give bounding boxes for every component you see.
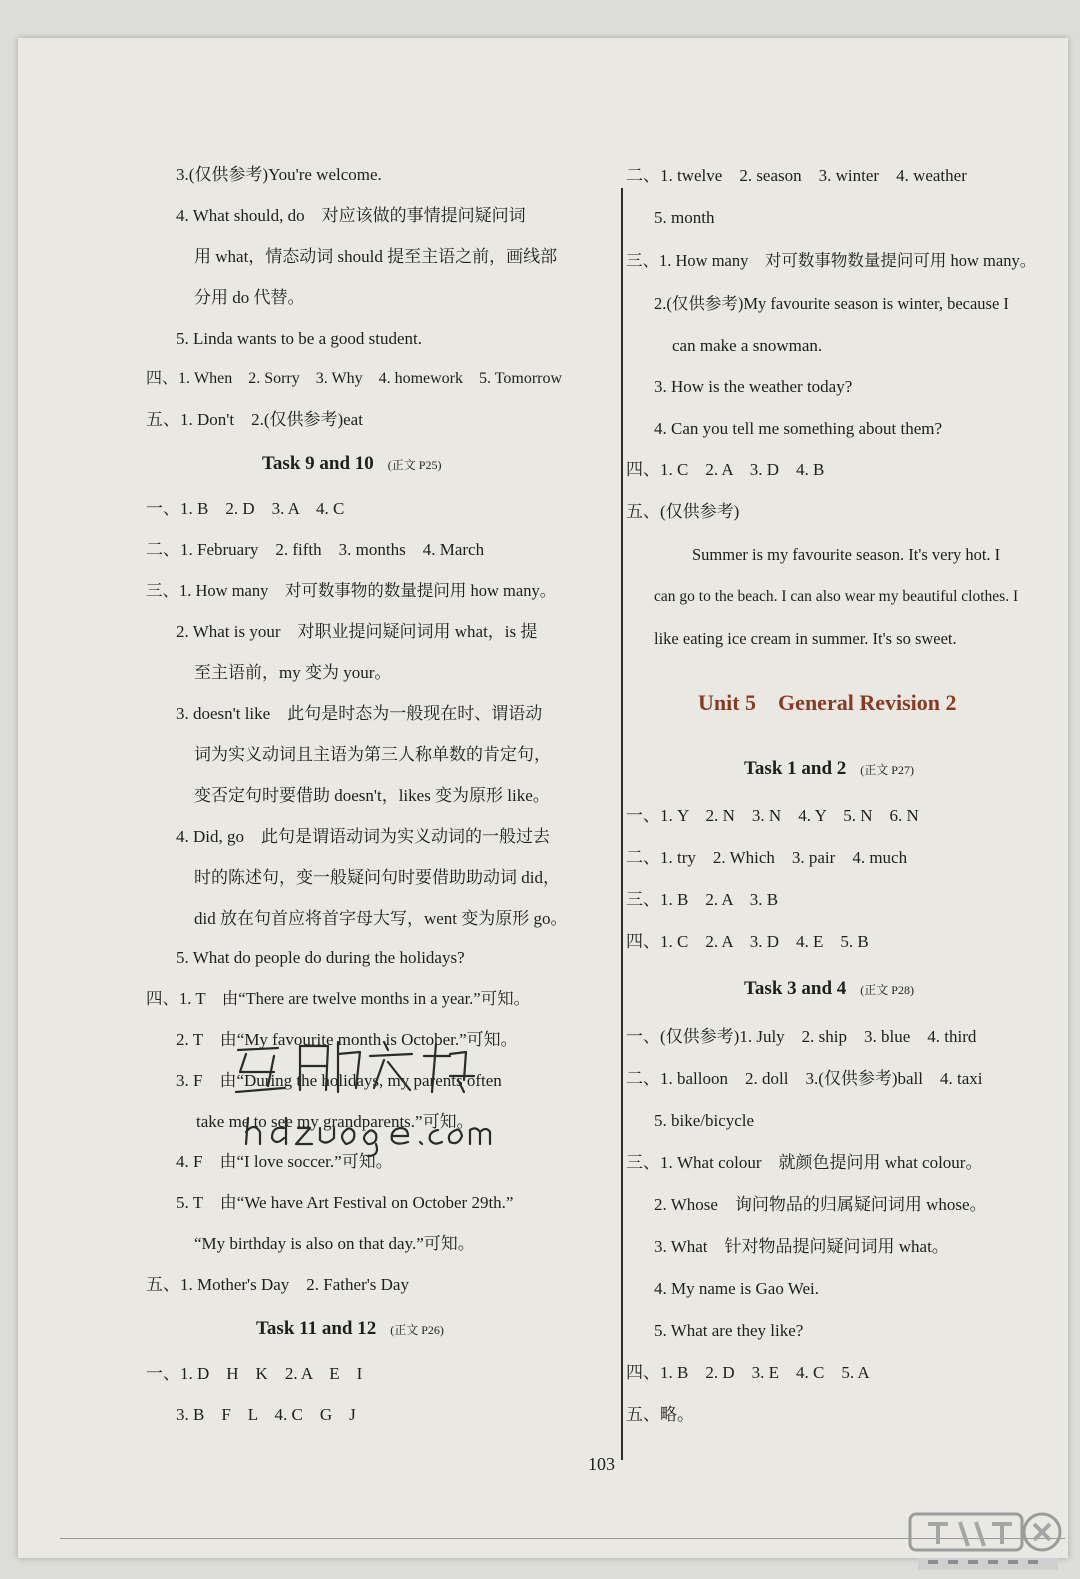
text-ref: (正文 P26) xyxy=(390,1323,444,1337)
page-number: 103 xyxy=(588,1454,615,1474)
answer-line: 4. What should, do 对应该做的事情提问疑问词 xyxy=(176,206,526,225)
answer-line: 一、1. B 2. D 3. A 4. C xyxy=(146,499,345,518)
task-heading-3-4 xyxy=(744,978,914,1000)
answer-line: 5. month xyxy=(654,208,715,227)
answer-line: 2.(仅供参考)My favourite season is winter, because I xyxy=(654,294,1009,313)
answer-line: 3. What 针对物品提问疑问词用 what。 xyxy=(654,1237,949,1256)
answer-line: 四、1. C 2. A 3. D 4. E 5. B xyxy=(626,932,869,951)
task-title: Task 9 and 10 xyxy=(262,453,374,474)
answer-line: 至主语前，my 变为 your。 xyxy=(194,663,392,682)
answer-line: 5. Linda wants to be a good student. xyxy=(176,329,422,348)
answer-line: 五、略。 xyxy=(626,1405,694,1424)
answer-line: can make a snowman. xyxy=(672,336,823,355)
logo-graphic xyxy=(908,1510,1068,1574)
text-ref: (正文 P25) xyxy=(387,458,442,472)
task-heading-1-2 xyxy=(744,758,914,780)
answer-line: 二、1. try 2. Which 3. pair 4. much xyxy=(626,848,908,867)
answer-line: 三、1. B 2. A 3. B xyxy=(626,890,779,909)
answer-line: 2. T 由“My favourite month is October.”可知。 xyxy=(176,1030,518,1049)
answer-line: 四、1. T 由“There are twelve months in a year.”可知。 xyxy=(146,989,531,1008)
answer-line: 五、1. Don't 2.(仅供参考)eat xyxy=(146,410,363,429)
answer-line: 3. B F L 4. C G J xyxy=(176,1405,356,1424)
answer-line: 一、1. Y 2. N 3. N 4. Y 5. N 6. N xyxy=(626,806,919,825)
answer-line: “My birthday is also on that day.”可知。 xyxy=(194,1234,475,1253)
answer-line: did 放在句首应将首字母大写，went 变为原形 go。 xyxy=(194,909,568,928)
answer-line: 5. What do people do during the holidays? xyxy=(176,948,465,967)
answer-line: 五、1. Mother's Day 2. Father's Day xyxy=(146,1275,409,1294)
answer-line: 三、1. How many 对可数事物数量提问可用 how many。 xyxy=(626,251,1037,270)
answer-line: 四、1. C 2. A 3. D 4. B xyxy=(626,460,825,479)
answer-line: 二、1. balloon 2. doll 3.(仅供参考)ball 4. taxi xyxy=(626,1069,983,1088)
column-divider xyxy=(621,188,623,1460)
task-heading-11-12 xyxy=(256,1318,444,1340)
answer-line: 4. Can you tell me something about them? xyxy=(654,419,943,438)
text-ref: (正文 P27) xyxy=(860,763,914,777)
answer-line: take me to see my grandparents.”可知。 xyxy=(196,1112,474,1131)
answer-line: can go to the beach. I can also wear my beautiful clothes. I xyxy=(654,588,1019,605)
answer-line: 4. Did, go 此句是谓语动词为实义动词的一般过去 xyxy=(176,827,550,846)
answer-line: 3. F 由“During the holidays, my parents often xyxy=(176,1071,502,1090)
task-heading-9-10 xyxy=(262,453,441,475)
answer-line: 用 what，情态动词 should 提至主语之前，画线部 xyxy=(194,247,558,266)
answer-line: 4. My name is Gao Wei. xyxy=(654,1279,819,1298)
answer-line: 二、1. February 2. fifth 3. months 4. March xyxy=(146,540,485,559)
answer-line: 5. What are they like? xyxy=(654,1321,804,1340)
answer-line: 3. doesn't like 此句是时态为一般现在时、谓语动 xyxy=(176,704,543,723)
answer-line: 分用 do 代替。 xyxy=(194,288,305,307)
text-ref: (正文 P28) xyxy=(860,983,914,997)
site-logo xyxy=(908,1510,1068,1574)
answer-line: 3.(仅供参考)You're welcome. xyxy=(176,165,382,184)
answer-line: 4. F 由“I love soccer.”可知。 xyxy=(176,1152,393,1171)
task-title: Task 11 and 12 xyxy=(256,1318,377,1339)
answer-line: like eating ice cream in summer. It's so sweet. xyxy=(654,629,957,648)
answer-line: 三、1. What colour 就颜色提问用 what colour。 xyxy=(626,1153,983,1172)
answer-line: 一、1. D H K 2. A E I xyxy=(146,1364,363,1383)
answer-line: 变否定句时要借助 doesn't，likes 变为原形 like。 xyxy=(194,786,550,805)
answer-line: 2. Whose 询问物品的归属疑问词用 whose。 xyxy=(654,1195,987,1214)
answer-line: 2. What is your 对职业提问疑问词用 what，is 提 xyxy=(176,622,538,641)
answer-line: 四、1. When 2. Sorry 3. Why 4. homework 5. Tomorrow xyxy=(146,370,563,387)
answer-line: 词为实义动词且主语为第三人称单数的肯定句， xyxy=(194,745,551,764)
answer-line: 五、(仅供参考) xyxy=(626,502,740,521)
answer-line: 一、(仅供参考)1. July 2. ship 3. blue 4. third xyxy=(626,1027,977,1046)
answer-line: Summer is my favourite season. It's very hot. I xyxy=(692,545,1001,564)
answer-line: 三、1. How many 对可数事物的数量提问用 how many。 xyxy=(146,581,557,600)
answer-line: 5. bike/bicycle xyxy=(654,1111,755,1130)
unit-title: Unit 5 General Revision 2 xyxy=(698,690,957,715)
answer-line: 5. T 由“We have Art Festival on October 29th.” xyxy=(176,1193,514,1212)
task-title: Task 1 and 2 xyxy=(744,758,847,779)
answer-line: 二、1. twelve 2. season 3. winter 4. weather xyxy=(626,166,967,185)
answer-line: 时的陈述句，变一般疑问句时要借助助动词 did， xyxy=(194,868,560,887)
answer-line: 四、1. B 2. D 3. E 4. C 5. A xyxy=(626,1363,870,1382)
task-title: Task 3 and 4 xyxy=(744,978,847,999)
answer-line: 3. How is the weather today? xyxy=(654,377,853,396)
